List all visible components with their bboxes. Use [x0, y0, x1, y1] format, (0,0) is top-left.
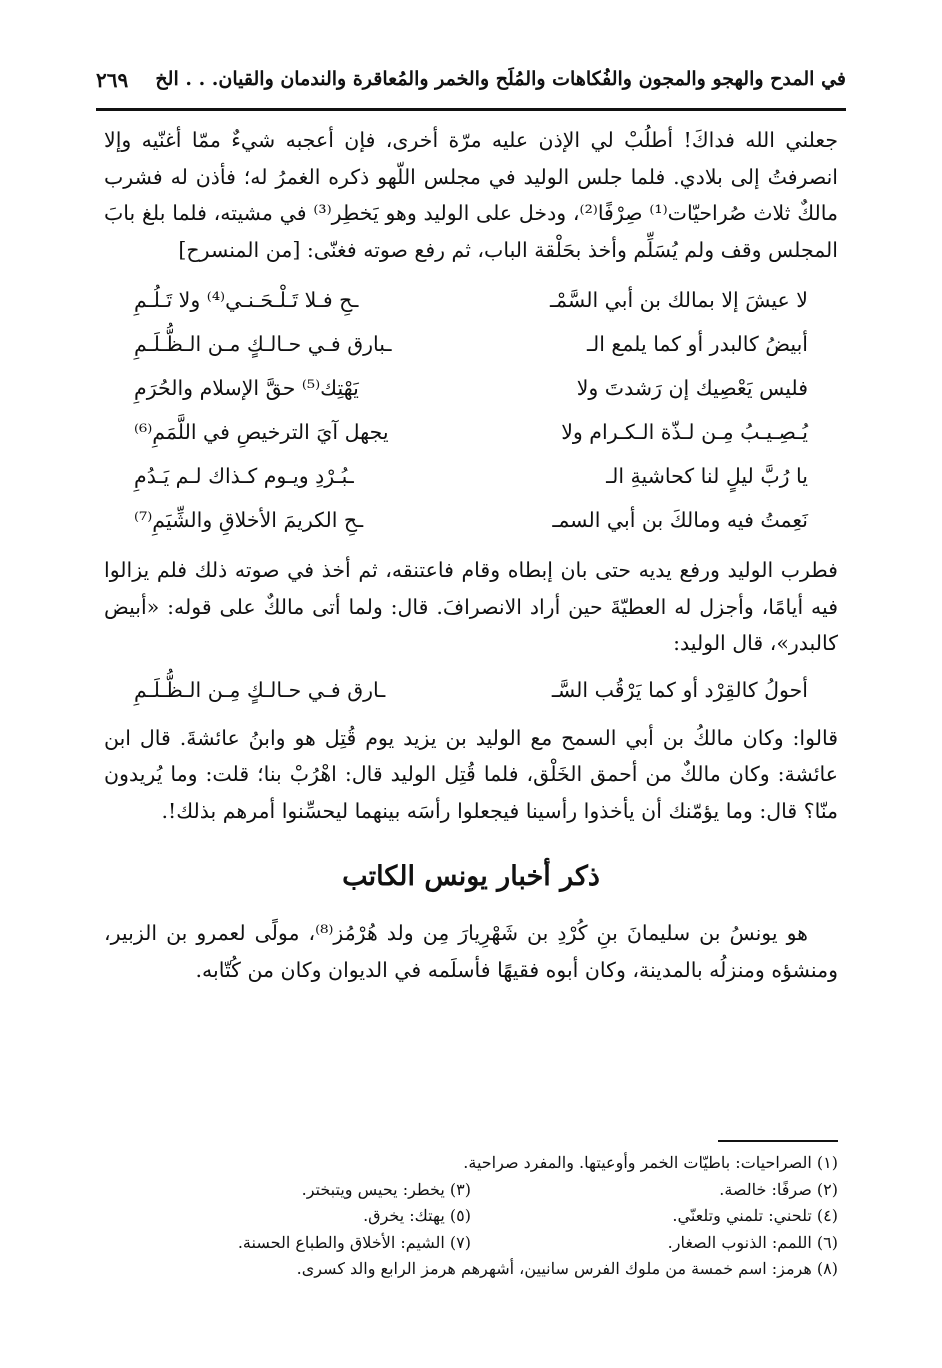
verse-2-first-hemistich: أبيضُ كالبدر أو كما يلمع الـ: [586, 332, 808, 356]
verse-6: [134, 498, 808, 542]
verse-1-second-hemistich: ـحِ فـلا تَـلْـحَـنـي⁽⁴⁾ ولا تَـلُـمِ: [134, 288, 359, 312]
footnote-row-2: [104, 1177, 838, 1204]
verse-3-first-hemistich: فليس يَعْصِيك إن رَشدتَ ولا: [576, 376, 808, 400]
footnote-5: (٥) يهتك: يخرق.: [363, 1206, 471, 1225]
footnote-row-3: [104, 1203, 838, 1230]
verse-4-second-hemistich: يجهل آيَ الترخيصِ في اللَّمَمِ⁽⁶⁾: [134, 420, 389, 444]
footnote-7: (٧) الشيم: الأخلاق والطباع الحسنة.: [237, 1232, 471, 1252]
paragraph-3: قالوا: وكان مالكُ بن أبي السمح مع الوليد بن يزيد يوم قُتِل هو وابنُ عائشةَ. قال ابن عائشة: وكان مالكٌ من أحمق الخَلْق، فلما قُتِل الوليد قال: اهْرُبْ بنا؛ قلت: وما يُريدون منّا؟ قال: وما يؤمّنك أن يأخذوا رأسينا فيجعلوا رأسَه بينهما ليحسِّنوا أمرهم بذلك!.: [104, 725, 838, 823]
footnote-8: (٨) هرمز: اسم خمسة من ملوك الفرس سانيين، أشهرهم هرمز الرابع والد كسرى.: [296, 1259, 838, 1278]
verse-1: [134, 278, 808, 322]
paragraph-2: فطرب الوليد ورفع يديه حتى بان إبطاه وقام فاعتنقه، ثم أخذ في صوته ذلك فلم يزالوا فيه أيامًا، وأجزل له العطيّةَ حين أراد الانصرافَ. قال: ولما أتى مالكٌ على قوله: «أبيض كالبدر»، قال الوليد:: [104, 558, 838, 655]
footnote-1: (١) الصراحيات: باطيّات الخمر وأوعيتها. والمفرد صراحية.: [463, 1153, 838, 1172]
footnote-row-5: [104, 1256, 838, 1283]
single-verse-line: [134, 668, 808, 712]
footnote-rule: [718, 1140, 838, 1142]
page-number: ٢٦٩: [96, 68, 129, 92]
footnote-3: (٣) يخطر: يحيس ويتبختر.: [301, 1179, 471, 1199]
verse-2-second-hemistich: ـبارق فـي حـالـكٍ مـن الـظُّـلَـمِ: [134, 332, 392, 356]
verse-5: [134, 454, 808, 498]
single-verse-first-hemistich: أحولُ كالقِرْد أو كما يَرْقُب السَّـ: [551, 677, 808, 702]
footnote-4: (٤) تلحني: تلمني وتلعنّي.: [672, 1206, 838, 1225]
verse-6-second-hemistich: ـحِ الكريمَ الأخلاقِ والشِّيَمِ⁽⁷⁾: [134, 508, 364, 532]
single-verse: [134, 668, 808, 712]
running-title: في المدح والهجو والمجون والفُكاهات والمُلَح والخمر والمُعاقرة والندمان والقيان. . . الخ: [155, 68, 846, 90]
verse-1-first-hemistich: لا عيشَ إلا بمالك بن أبي السَّمْـ: [550, 288, 808, 312]
verse-4: [134, 410, 808, 454]
verse-5-first-hemistich: يا رُبَّ ليلٍ لنا كحاشيةِ الـ: [606, 464, 808, 488]
paragraph-1: جعلني الله فداكَ! أطلُبْ لي الإذن عليه مرّة أخرى، فإن أعجبه شيءٌ ممّا أغنّيه وإلا انصرفتُ إلى بلادي. فلما جلس الوليد في مجلس اللّهو ذكره الغمرُ له؛ فأذن له فشرب مالكٌ ثلاث صُراحيّات⁽¹⁾ صِرْفًا⁽²⁾، ودخل على الوليد وهو يَخطِر⁽³⁾ في مشيته، فلما بلغ بابَ المجلس وقف ولم يُسَلِّم وأخذ بحَلْقة الباب، ثم رفع صوته فغنّى: [من المنسرح]: [104, 128, 838, 262]
verse-3-second-hemistich: يَهْتِك⁽⁵⁾ حقَّ الإسلام والحُرَمِ: [134, 376, 359, 400]
page-header: [96, 64, 846, 100]
footnote-row-1: [104, 1150, 838, 1177]
verse-3: [134, 366, 808, 410]
header-rule: [96, 108, 846, 111]
single-verse-second-hemistich: ـارق فـي حـالـكٍ مِـن الـظُّـلَـمِ: [134, 677, 386, 702]
verse-2: [134, 322, 808, 366]
section-title: ذكر أخبار يونس الكاتب: [342, 861, 600, 892]
footnote-2: (٢) صرفًا: خالصة.: [719, 1179, 838, 1199]
poem: [134, 278, 808, 542]
verse-5-second-hemistich: ـبُـرْدِ ويـوم كـذاك لـم يَـدُمِ: [134, 464, 354, 488]
footnote-6: (٦) اللمم: الذنوب الصغار.: [667, 1232, 838, 1252]
paragraph-4: هو يونسُ بن سليمانَ بنِ كُرْدِ بن شَهْرِيارَ مِن ولد هُرْمُز⁽⁸⁾، مولًى لعمرو بن الزبير، ومنشؤه ومنزلُه بالمدينة، وكان أبوه فقيهًا فأسلَمه في الديوان وكان من كُتّابه.: [104, 921, 838, 982]
footnotes: [104, 1150, 838, 1283]
main-text: [104, 122, 838, 988]
footnote-row-4: [104, 1230, 838, 1257]
verse-6-first-hemistich: نَعِمتُ فيه ومالكَ بن أبي السمـ: [552, 508, 808, 532]
verse-4-first-hemistich: يُـصِـيـبُ مِـن لـذّة الـكـرام ولا: [561, 420, 808, 444]
